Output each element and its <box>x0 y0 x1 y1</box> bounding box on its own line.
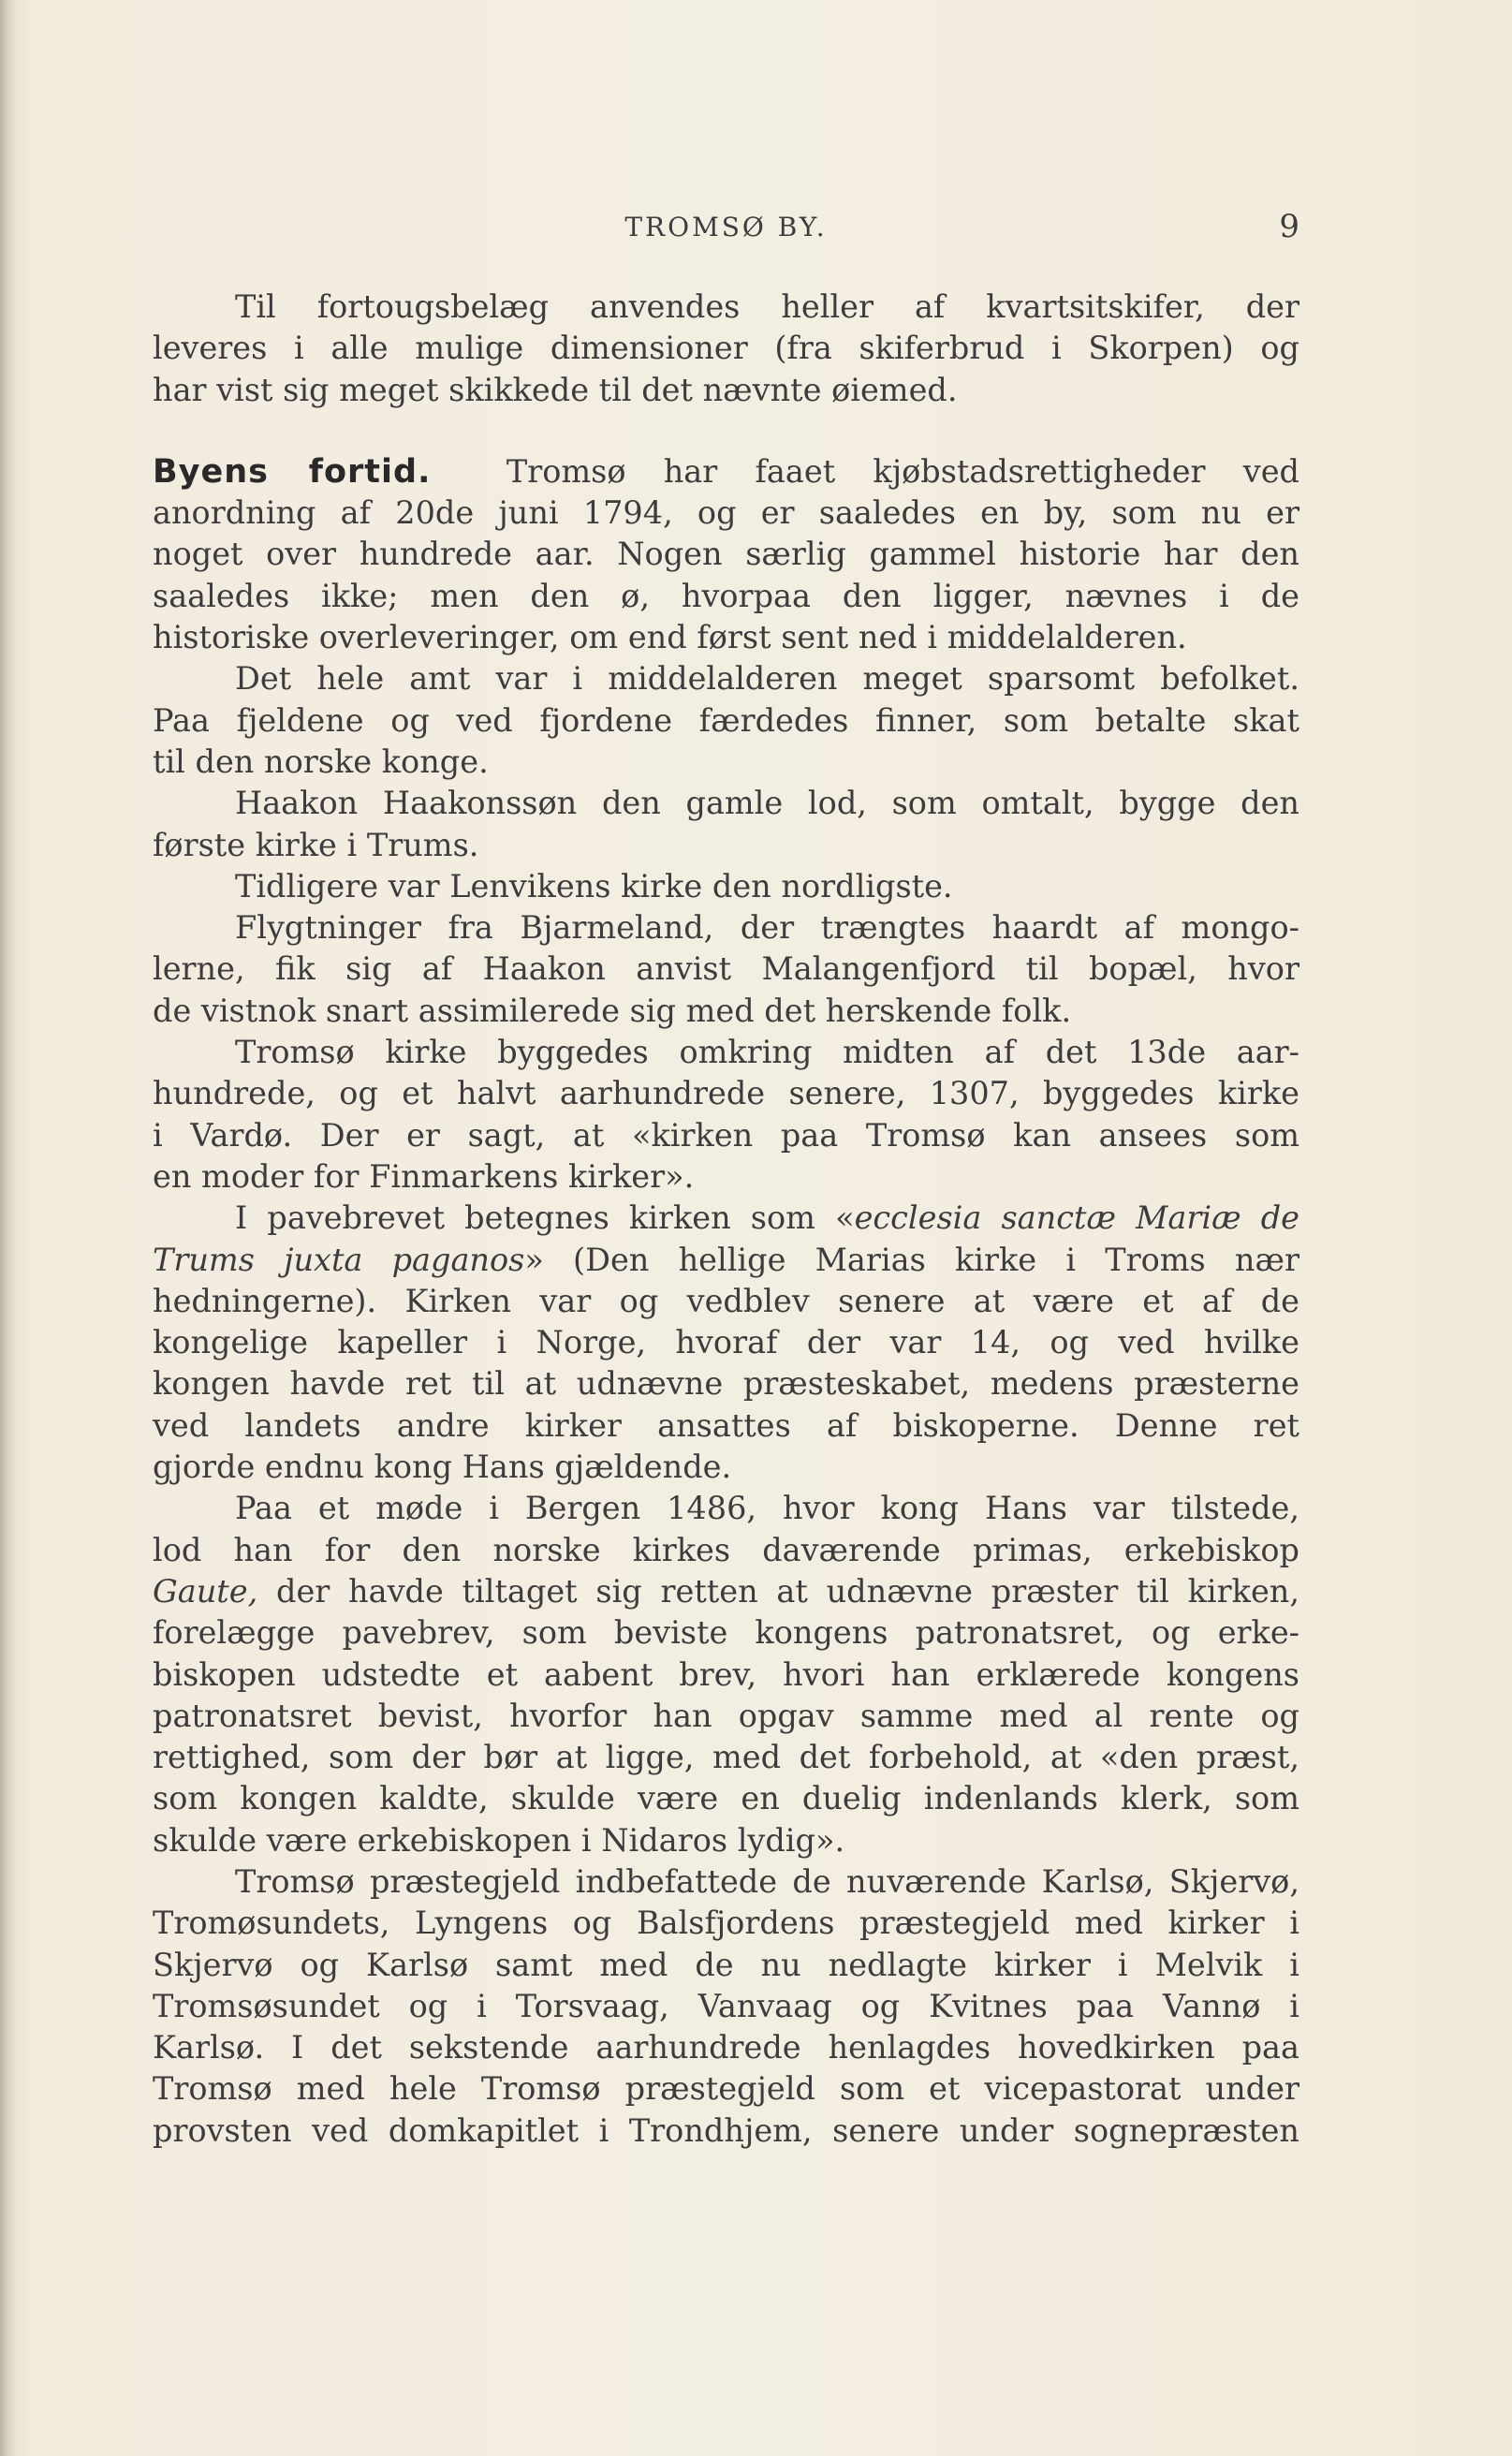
text-line: Karlsø. I det sekstende aarhundrede henlagdes hovedkirken paa <box>153 2029 1299 2066</box>
text-line: Tromsø præstegjeld indbefattede de nuværende Karlsø, Skjervø, <box>235 1862 1299 1900</box>
text-line <box>153 1571 1299 1612</box>
body-text <box>153 287 1299 2152</box>
italic-segment: Gaute, <box>153 1572 258 1610</box>
section-heading: Byens fortid. <box>153 452 432 491</box>
text-line: Haakon Haakonssøn den gamle lod, som omtalt, bygge den <box>235 785 1299 822</box>
running-head <box>153 208 1299 255</box>
text-line: provsten ved domkapitlet i Trondhjem, senere under sognepræsten <box>153 2111 1299 2149</box>
text-segment: der havde tiltaget sig retten at udnævne præster til kirken, <box>257 1572 1299 1610</box>
text-line: Paa fjeldene og ved fjordene færdedes finner, som betalte skat <box>153 701 1299 739</box>
text-line: anordning af 20de juni 1794, og er saaledes en by, som nu er <box>153 494 1299 532</box>
text-line: en moder for Finmarkens kirker». <box>153 1157 695 1195</box>
text-line: leveres i alle mulige dimensioner (fra skiferbrud i Skorpen) og <box>153 330 1299 367</box>
text-line: rettighed, som der bør at ligge, med det forbehold, at «den præst, <box>153 1739 1299 1776</box>
text-line: hundrede, og et halvt aarhundrede senere, 1307, byggedes kirke <box>153 1075 1299 1112</box>
text-line: gjorde endnu kong Hans gjældende. <box>153 1449 732 1486</box>
text-segment: I pavebrevet betegnes kirken som « <box>235 1199 855 1237</box>
text-line: Det hele amt var i middelalderen meget sparsomt befolket. <box>235 660 1299 698</box>
text-line: forelægge pavebrev, som beviste kongens patronatsret, og erke- <box>153 1614 1299 1652</box>
italic-segment: ecclesia sanctæ Mariæ de <box>854 1199 1299 1237</box>
text-line: patronatsret bevist, hvorfor han opgav samme med al rente og <box>153 1697 1299 1734</box>
text-line: biskopen udstedte et aabent brev, hvori han erklærede kongens <box>153 1655 1299 1693</box>
text-line: som kongen kaldte, skulde være en duelig indenlands klerk, som <box>153 1780 1299 1817</box>
text-segment: » (Den hellige Marias kirke i Troms nær <box>524 1241 1299 1278</box>
text-line: kongen havde ret til at udnævne præsteskabet, medens præsterne <box>153 1365 1299 1403</box>
text-line: Tromsø kirke byggedes omkring midten af det 13de aar- <box>235 1034 1299 1071</box>
text-line <box>153 451 1299 493</box>
text-line: i Vardø. Der er sagt, at «kirken paa Tromsø kan ansees som <box>153 1116 1299 1154</box>
text-line <box>153 1240 1299 1281</box>
text-line: Tromøsundets, Lyngens og Balsfjordens præstegjeld med kirker i <box>153 1905 1299 1942</box>
text-line: Tidligere var Lenvikens kirke den nordligste. <box>235 867 953 904</box>
text-line: Tromsø med hele Tromsø præstegjeld som et vicepastorat under <box>153 2070 1299 2108</box>
italic-segment: Trums juxta paganos <box>153 1241 525 1278</box>
text-line: Flygtninger fra Bjarmeland, der trængtes haardt af mongo- <box>235 909 1299 947</box>
text-line: historiske overleveringer, om end først sent ned i middelalderen. <box>153 619 1187 656</box>
text-line: lod han for den norske kirkes daværende primas, erkebiskop <box>153 1531 1299 1568</box>
page-number: 9 <box>1279 208 1299 245</box>
text-segment: Tromsø har faaet kjøbstadsrettigheder ved <box>506 452 1299 490</box>
text-line: Skjervø og Karlsø samt med de nu nedlagte kirker i Melvik i <box>153 1946 1299 1983</box>
text-line: Til fortougsbelæg anvendes heller af kvartsitskifer, der <box>235 288 1299 325</box>
text-line <box>153 1198 1299 1239</box>
text-line: første kirke i Trums. <box>153 826 479 863</box>
text-line: de vistnok snart assimilerede sig med det herskende folk. <box>153 992 1072 1029</box>
text-line: kongelige kapeller i Norge, hvoraf der var 14, og ved hvilke <box>153 1324 1299 1361</box>
text-line: hedningerne). Kirken var og vedblev senere at være et af de <box>153 1282 1299 1319</box>
text-line: noget over hundrede aar. Nogen særlig gammel historie har den <box>153 536 1299 573</box>
text-line: har vist sig meget skikkede til det nævnte øiemed. <box>153 371 958 408</box>
text-line: saaledes ikke; men den ø, hvorpaa den ligger, nævnes i de <box>153 577 1299 614</box>
text-line: Paa et møde i Bergen 1486, hvor kong Hans var tilstede, <box>235 1490 1299 1527</box>
text-line: lerne, fik sig af Haakon anvist Malangenfjord til bopæl, hvor <box>153 950 1299 988</box>
text-line: skulde være erkebiskopen i Nidaros lydig». <box>153 1821 845 1859</box>
text-line: Tromsøsundet og i Torsvaag, Vanvaag og Kvitnes paa Vannø i <box>153 1987 1299 2024</box>
running-title: TROMSØ BY. <box>624 212 828 243</box>
text-line: ved landets andre kirker ansattes af biskoperne. Denne ret <box>153 1406 1299 1444</box>
section-gap <box>153 411 1299 451</box>
binding-gutter-shadow <box>0 0 17 2456</box>
text-line: til den norske konge. <box>153 743 489 780</box>
